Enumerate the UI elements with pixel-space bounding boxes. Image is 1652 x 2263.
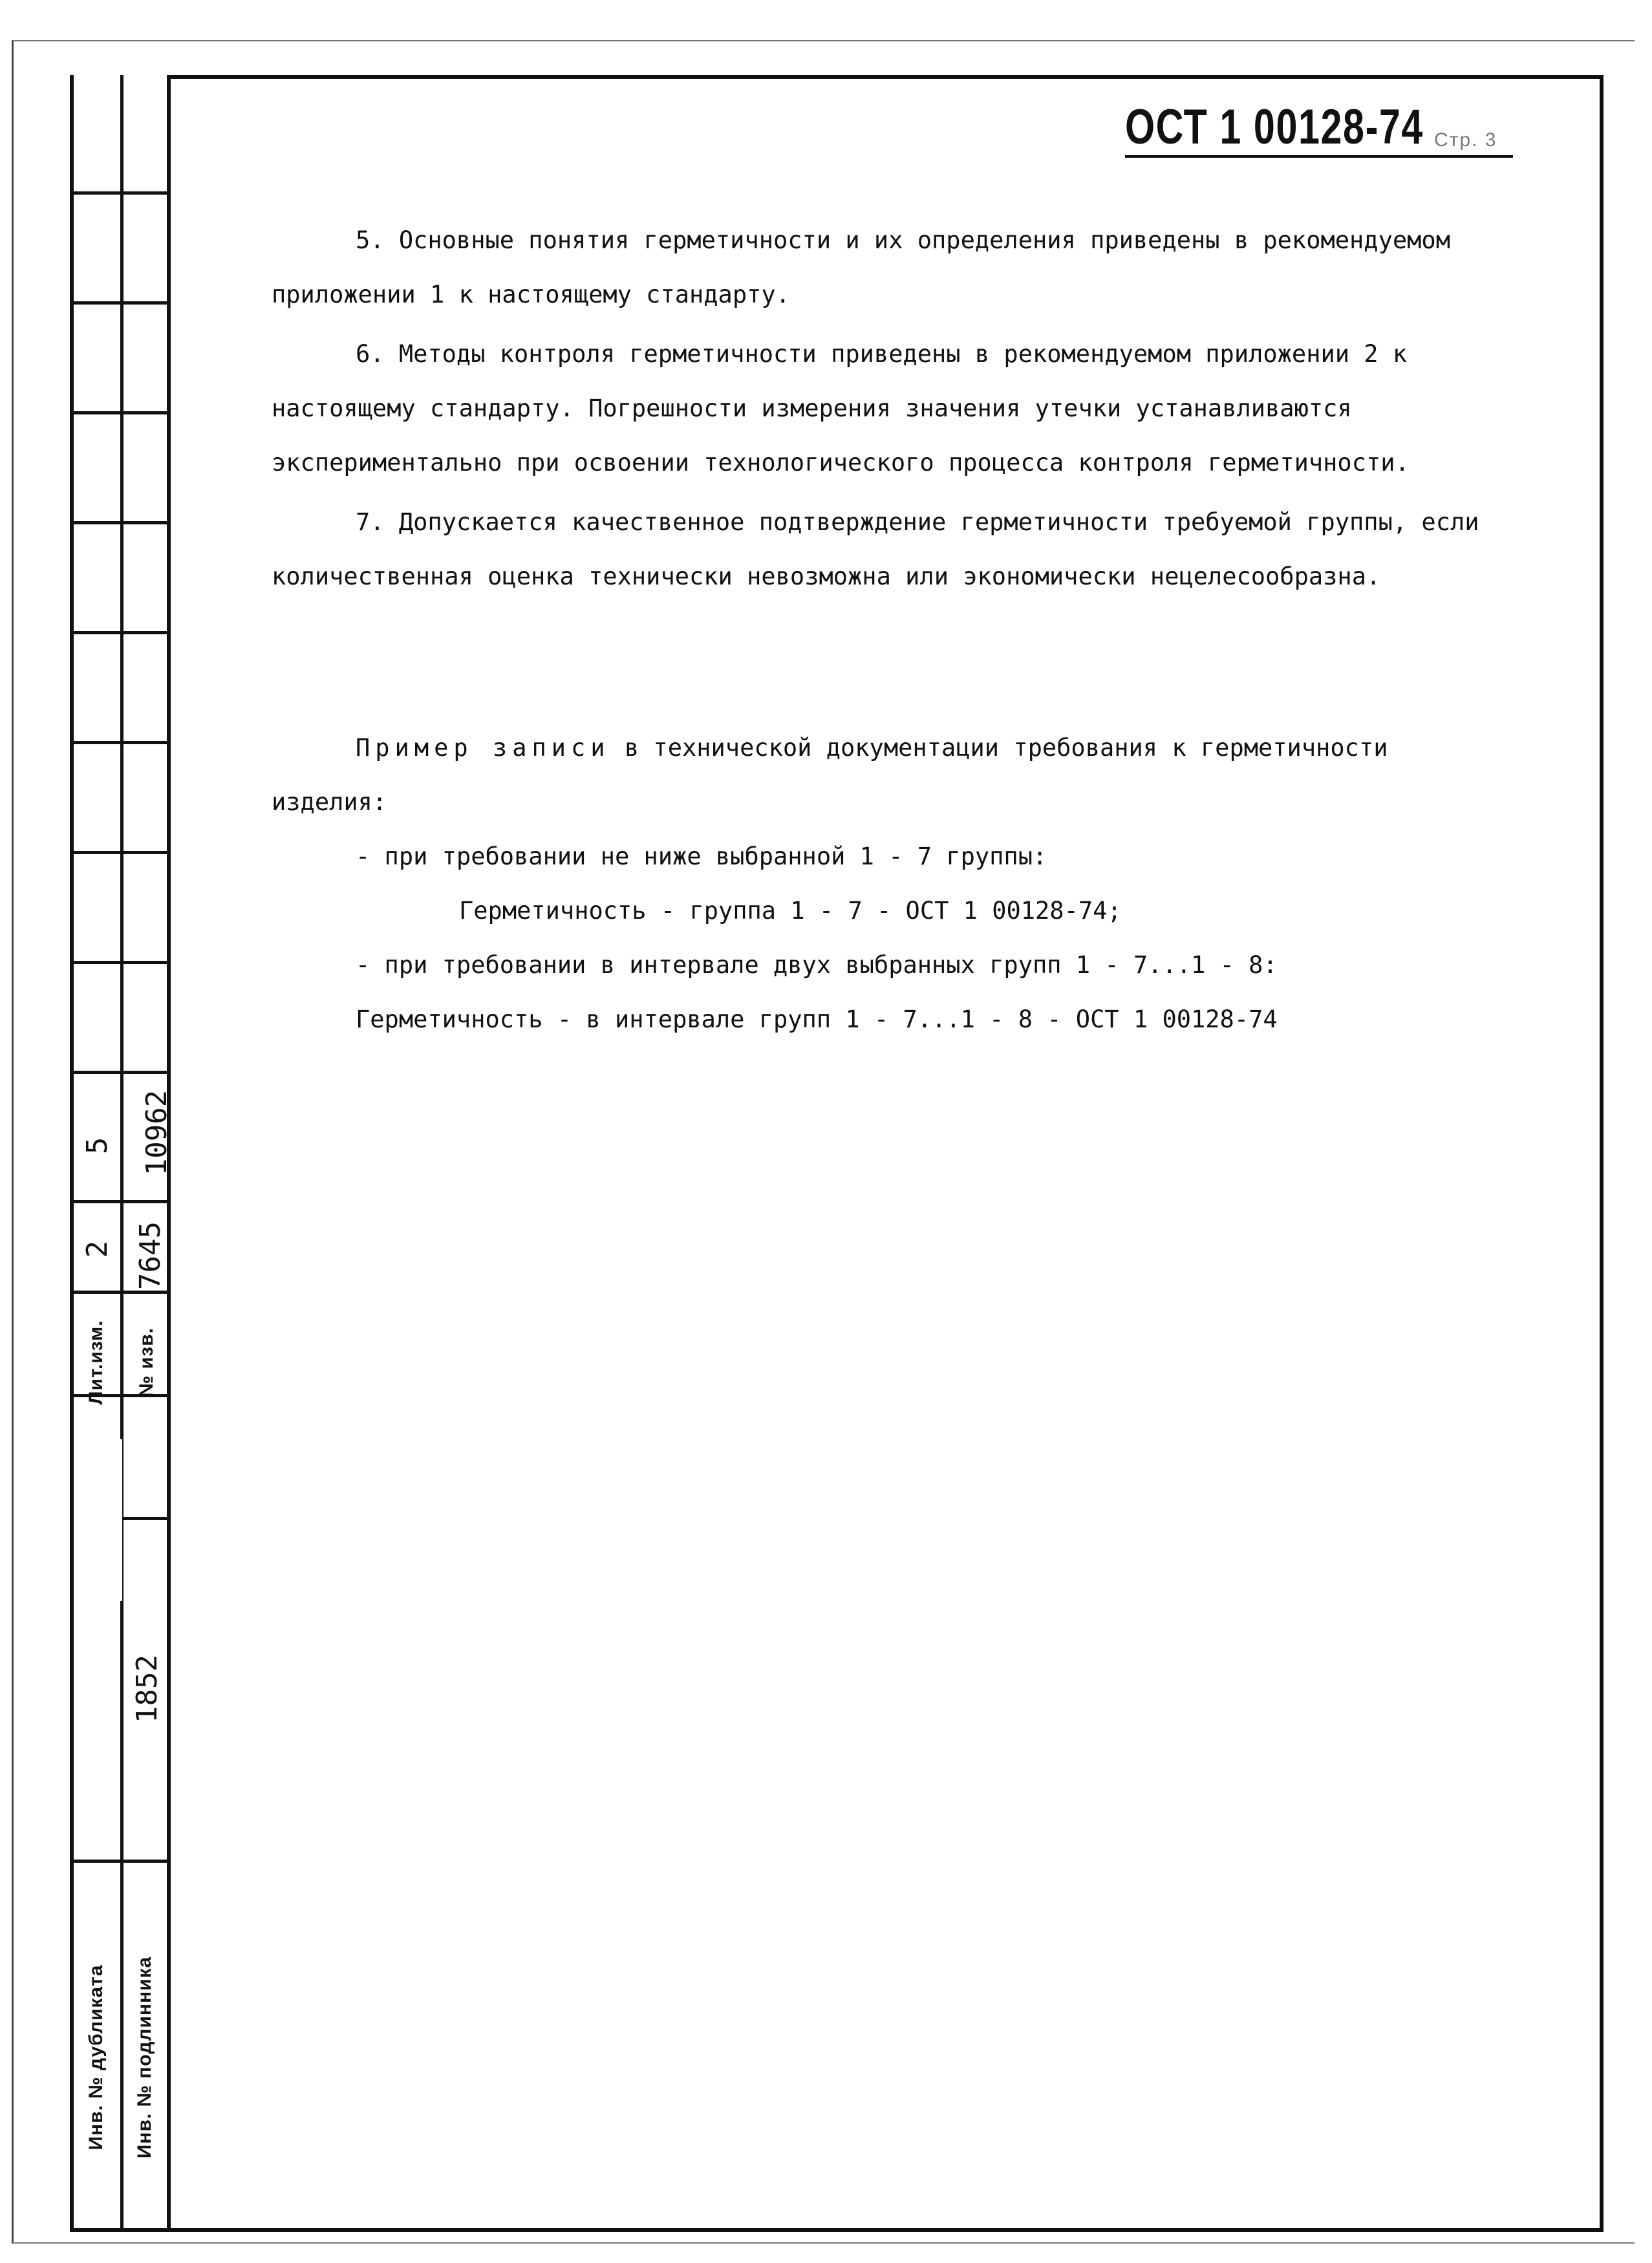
strip-gap (74, 1439, 122, 1601)
paragraph (272, 213, 1513, 322)
izv-value-7645: 7645 (133, 1221, 167, 1290)
example-line: Герметичность - группа 1 - 7 - ОСТ 1 00128-74; (459, 897, 1122, 925)
izv-value-10962: 10962 (140, 1089, 173, 1176)
lit-value-2: 2 (80, 1240, 114, 1258)
strip-row-line (74, 411, 171, 414)
strip-row-line (74, 301, 171, 305)
lit-izm-label: Лит.изм. (85, 1320, 107, 1405)
example-title: Пример записи (356, 734, 610, 762)
strip-row-line (74, 1071, 171, 1074)
strip-row-line (74, 741, 171, 744)
strip-row-line (74, 631, 171, 634)
izv-label: № изв. (136, 1327, 157, 1397)
podl-number: 1852 (130, 1655, 164, 1723)
lit-value-5: 5 (80, 1137, 114, 1155)
inv-dubl-label: Инв. № дубликата (85, 1964, 107, 2150)
strip-row-line (74, 1860, 171, 1863)
inv-podl-label: Инв. № подлинника (134, 1956, 155, 2159)
example-block (272, 721, 1513, 1047)
header (1125, 97, 1558, 155)
paragraph (272, 327, 1513, 490)
strip-row-line (74, 521, 171, 524)
paragraph (272, 495, 1513, 604)
strip-row-line (74, 1200, 171, 1203)
paragraph-text: 6. Методы контроля герметичности приведены в рекомендуемом приложении 2 к настоящему стандарту. Погрешности измерения значения утечки устанавливаются экспериментально при освоении технологического процесса контроля герметичности. (272, 340, 1410, 477)
strip-row-line (74, 851, 171, 854)
header-underline (1125, 155, 1513, 158)
paragraph-text: 5. Основные понятия герметичности и их определения приведены в рекомендуемом приложении 1 к настоящему стандарту. (272, 226, 1450, 308)
paragraph-text: 7. Допускается качественное подтверждение герметичности требуемой группы, если количественная оценка технически невозможна или экономически нецелесообразна. (272, 508, 1479, 590)
strip-row-line (74, 191, 171, 195)
strip-column-divider (120, 75, 123, 2228)
doc-code: ОСТ 1 00128-74 (1125, 100, 1424, 155)
example-line: - при требовании в интервале двух выбранных групп 1 - 7...1 - 8: (356, 951, 1278, 979)
side-strip (70, 75, 173, 2232)
example-title-rest: в технической документации требования к герметичности изделия: (272, 734, 1388, 816)
example-intro (272, 721, 1513, 830)
example-line: Герметичность - в интервале групп 1 - 7...1 - 8 - ОСТ 1 00128-74 (356, 1005, 1278, 1033)
page-label: Стр. 3 (1434, 129, 1497, 151)
body-text (272, 213, 1513, 604)
example-line: - при требовании не ниже выбранной 1 - 7 группы: (356, 842, 1047, 870)
strip-row-line (74, 961, 171, 964)
